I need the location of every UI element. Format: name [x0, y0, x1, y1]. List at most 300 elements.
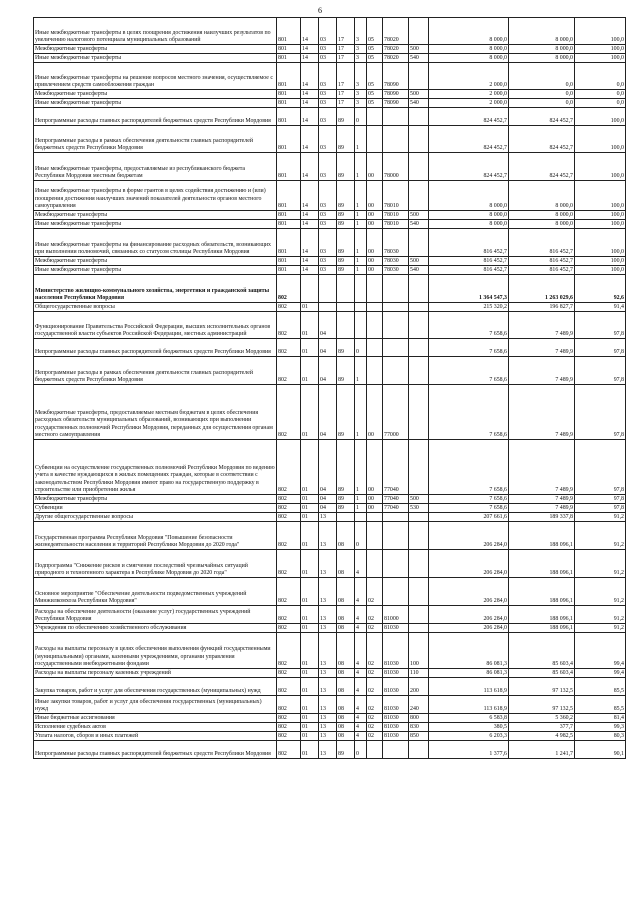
subsection-code-cell: 03: [319, 153, 337, 181]
subsection-code-cell: 13: [319, 633, 337, 669]
direction-code-cell: [383, 312, 409, 339]
expense-type-cell: 500: [409, 257, 429, 266]
ved-code-cell: 802: [277, 303, 301, 312]
planned-amount-cell: 2 000,0: [429, 63, 509, 90]
planned-amount-cell: 7 658,6: [429, 385, 509, 440]
activity-code-cell: [367, 312, 383, 339]
actual-amount-cell: 189 337,8: [509, 513, 575, 522]
direction-code-cell: 81000: [383, 606, 409, 624]
percent-cell: 100,0: [575, 153, 626, 181]
program-code-cell: 89: [337, 339, 355, 357]
table-row: [34, 678, 626, 696]
ved-code-cell: 802: [277, 678, 301, 696]
activity-code-cell: 02: [367, 732, 383, 741]
table-row: [34, 181, 626, 211]
expense-type-cell: 540: [409, 99, 429, 108]
planned-amount-cell: 206 284,0: [429, 606, 509, 624]
program-code-cell: 89: [337, 440, 355, 495]
row-name-cell: Иные межбюджетные трансферты на решение вопросов местного значения, осуществляемое с привлечением средств самообложения граждан: [34, 63, 277, 90]
program-code-cell: 89: [337, 385, 355, 440]
subprogram-code-cell: 4: [355, 550, 367, 578]
percent-cell: 100,0: [575, 54, 626, 63]
subprogram-code-cell: 4: [355, 633, 367, 669]
row-name-cell: Основное мероприятие "Обеспечение деятельности подведомственных учреждений Минжилкомхоза Республики Мордовия": [34, 578, 277, 606]
subsection-code-cell: 03: [319, 63, 337, 90]
section-code-cell: 14: [301, 153, 319, 181]
actual-amount-cell: 7 489,9: [509, 312, 575, 339]
section-code-cell: 01: [301, 312, 319, 339]
section-code-cell: 01: [301, 696, 319, 714]
activity-code-cell: 00: [367, 229, 383, 257]
ved-code-cell: 801: [277, 153, 301, 181]
percent-cell: 80,3: [575, 732, 626, 741]
subsection-code-cell: 13: [319, 696, 337, 714]
table-row: [34, 18, 626, 45]
ved-code-cell: 801: [277, 211, 301, 220]
section-code-cell: 14: [301, 63, 319, 90]
expense-type-cell: [409, 126, 429, 153]
percent-cell: 91,2: [575, 522, 626, 550]
program-code-cell: 89: [337, 126, 355, 153]
ved-code-cell: 801: [277, 45, 301, 54]
subprogram-code-cell: 3: [355, 54, 367, 63]
program-code-cell: 17: [337, 18, 355, 45]
subsection-code-cell: 03: [319, 45, 337, 54]
section-code-cell: 14: [301, 211, 319, 220]
ved-code-cell: 802: [277, 504, 301, 513]
direction-code-cell: 78090: [383, 63, 409, 90]
table-row: [34, 339, 626, 357]
ved-code-cell: 801: [277, 229, 301, 257]
planned-amount-cell: 7 658,6: [429, 312, 509, 339]
planned-amount-cell: 2 000,0: [429, 90, 509, 99]
section-code-cell: 01: [301, 578, 319, 606]
section-code-cell: 01: [301, 339, 319, 357]
actual-amount-cell: 188 096,1: [509, 550, 575, 578]
direction-code-cell: [383, 126, 409, 153]
section-code-cell: 14: [301, 108, 319, 126]
activity-code-cell: 00: [367, 181, 383, 211]
planned-amount-cell: 824 452,7: [429, 153, 509, 181]
subsection-code-cell: 13: [319, 522, 337, 550]
program-code-cell: 17: [337, 45, 355, 54]
direction-code-cell: 77040: [383, 440, 409, 495]
subsection-code-cell: 04: [319, 495, 337, 504]
actual-amount-cell: 824 452,7: [509, 126, 575, 153]
actual-amount-cell: 8 000,0: [509, 211, 575, 220]
subsection-code-cell: 13: [319, 513, 337, 522]
planned-amount-cell: 8 000,0: [429, 54, 509, 63]
direction-code-cell: 77040: [383, 495, 409, 504]
expense-type-cell: 540: [409, 266, 429, 275]
section-code-cell: 01: [301, 522, 319, 550]
row-name-cell: Иные межбюджетные трансферты на финансирование расходных обязательств, возникающих при выполнении полномочий, связанных со статусом столицы Республики Мордовия: [34, 229, 277, 257]
activity-code-cell: 00: [367, 385, 383, 440]
activity-code-cell: 02: [367, 669, 383, 678]
expense-type-cell: [409, 181, 429, 211]
planned-amount-cell: 8 000,0: [429, 220, 509, 229]
actual-amount-cell: 85 603,4: [509, 633, 575, 669]
direction-code-cell: [383, 741, 409, 759]
subprogram-code-cell: 1: [355, 385, 367, 440]
row-name-cell: Иные межбюджетные трансферты, предоставляемые из республиканского бюджета Республики Мордовия местным бюджетам: [34, 153, 277, 181]
section-code-cell: 14: [301, 181, 319, 211]
program-code-cell: 08: [337, 678, 355, 696]
expense-type-cell: 100: [409, 633, 429, 669]
ved-code-cell: 802: [277, 513, 301, 522]
ved-code-cell: 802: [277, 357, 301, 385]
direction-code-cell: 81030: [383, 669, 409, 678]
direction-code-cell: [383, 522, 409, 550]
percent-cell: 97,8: [575, 504, 626, 513]
planned-amount-cell: 86 081,3: [429, 669, 509, 678]
planned-amount-cell: 7 658,6: [429, 357, 509, 385]
subsection-code-cell: 13: [319, 606, 337, 624]
row-name-cell: Межбюджетные трансферты: [34, 495, 277, 504]
program-code-cell: 89: [337, 495, 355, 504]
table-row: [34, 732, 626, 741]
activity-code-cell: 02: [367, 678, 383, 696]
expense-type-cell: [409, 385, 429, 440]
table-row: [34, 275, 626, 303]
subprogram-code-cell: 1: [355, 257, 367, 266]
row-name-cell: Министерство жилищно-коммунального хозяйства, энергетики и гражданской защиты населения Республики Мордовия: [34, 275, 277, 303]
row-name-cell: Иные межбюджетные трансферты в форме грантов в целях содействия достижению и (или) поощрения достижения наилучших значений показателей деятельности органов местного самоуправления: [34, 181, 277, 211]
planned-amount-cell: 816 452,7: [429, 257, 509, 266]
row-name-cell: Учреждения по обеспечению хозяйственного обслуживания: [34, 624, 277, 633]
percent-cell: 99,3: [575, 723, 626, 732]
activity-code-cell: 05: [367, 63, 383, 90]
planned-amount-cell: 207 661,6: [429, 513, 509, 522]
row-name-cell: Закупка товаров, работ и услуг для обеспечения государственных (муниципальных) нужд: [34, 678, 277, 696]
planned-amount-cell: 1 364 547,3: [429, 275, 509, 303]
direction-code-cell: [383, 550, 409, 578]
direction-code-cell: 78020: [383, 18, 409, 45]
table-row: [34, 606, 626, 624]
program-code-cell: 08: [337, 578, 355, 606]
activity-code-cell: 00: [367, 220, 383, 229]
activity-code-cell: 05: [367, 54, 383, 63]
direction-code-cell: 78010: [383, 211, 409, 220]
expense-type-cell: 530: [409, 504, 429, 513]
subprogram-code-cell: 3: [355, 18, 367, 45]
expense-type-cell: [409, 153, 429, 181]
percent-cell: 97,8: [575, 495, 626, 504]
program-code-cell: 08: [337, 633, 355, 669]
row-name-cell: Непрограммные расходы главных распорядителей бюджетных средств Республики Мордовия: [34, 741, 277, 759]
expense-type-cell: [409, 440, 429, 495]
actual-amount-cell: 816 452,7: [509, 229, 575, 257]
program-code-cell: 08: [337, 732, 355, 741]
table-row: [34, 257, 626, 266]
program-code-cell: 08: [337, 669, 355, 678]
direction-code-cell: 78030: [383, 229, 409, 257]
subsection-code-cell: 03: [319, 99, 337, 108]
expense-type-cell: [409, 18, 429, 45]
table-row: [34, 741, 626, 759]
subsection-code-cell: 13: [319, 723, 337, 732]
direction-code-cell: [383, 578, 409, 606]
subsection-code-cell: [319, 303, 337, 312]
activity-code-cell: [367, 522, 383, 550]
actual-amount-cell: 824 452,7: [509, 153, 575, 181]
activity-code-cell: 02: [367, 714, 383, 723]
activity-code-cell: 02: [367, 633, 383, 669]
section-code-cell: 01: [301, 741, 319, 759]
expense-type-cell: 240: [409, 696, 429, 714]
subsection-code-cell: 04: [319, 339, 337, 357]
activity-code-cell: 05: [367, 99, 383, 108]
program-code-cell: 89: [337, 741, 355, 759]
ved-code-cell: 802: [277, 633, 301, 669]
activity-code-cell: [367, 550, 383, 578]
subprogram-code-cell: 3: [355, 99, 367, 108]
actual-amount-cell: 196 827,7: [509, 303, 575, 312]
expense-type-cell: [409, 63, 429, 90]
actual-amount-cell: 1 263 029,6: [509, 275, 575, 303]
expense-type-cell: [409, 522, 429, 550]
actual-amount-cell: 7 489,9: [509, 339, 575, 357]
table-row: [34, 108, 626, 126]
planned-amount-cell: 7 658,6: [429, 339, 509, 357]
direction-code-cell: 78000: [383, 153, 409, 181]
subprogram-code-cell: 4: [355, 624, 367, 633]
ved-code-cell: 801: [277, 54, 301, 63]
actual-amount-cell: 377,7: [509, 723, 575, 732]
ved-code-cell: 802: [277, 714, 301, 723]
program-code-cell: 89: [337, 211, 355, 220]
planned-amount-cell: 8 000,0: [429, 18, 509, 45]
table-row: [34, 513, 626, 522]
subsection-code-cell: 13: [319, 550, 337, 578]
section-code-cell: 01: [301, 624, 319, 633]
subprogram-code-cell: 4: [355, 669, 367, 678]
direction-code-cell: [383, 275, 409, 303]
expense-type-cell: 500: [409, 90, 429, 99]
activity-code-cell: [367, 513, 383, 522]
subprogram-code-cell: 4: [355, 732, 367, 741]
table-row: [34, 385, 626, 440]
planned-amount-cell: 816 452,7: [429, 229, 509, 257]
section-code-cell: 14: [301, 54, 319, 63]
section-code-cell: 01: [301, 303, 319, 312]
subprogram-code-cell: 1: [355, 229, 367, 257]
activity-code-cell: 02: [367, 696, 383, 714]
table-row: [34, 495, 626, 504]
activity-code-cell: 00: [367, 504, 383, 513]
activity-code-cell: [367, 275, 383, 303]
program-code-cell: 17: [337, 90, 355, 99]
row-name-cell: Непрограммные расходы главных распорядителей бюджетных средств Республики Мордовия: [34, 108, 277, 126]
table-row: [34, 723, 626, 732]
actual-amount-cell: 8 000,0: [509, 181, 575, 211]
actual-amount-cell: 824 452,7: [509, 108, 575, 126]
subsection-code-cell: 13: [319, 714, 337, 723]
table-row: [34, 578, 626, 606]
expense-type-cell: [409, 357, 429, 385]
expense-type-cell: 500: [409, 495, 429, 504]
actual-amount-cell: 8 000,0: [509, 18, 575, 45]
subsection-code-cell: 04: [319, 504, 337, 513]
row-name-cell: Подпрограмма "Снижение рисков и смягчение последствий чрезвычайных ситуаций природного и техногенного характера в Республике Мордовия до 2020 года": [34, 550, 277, 578]
table-row: [34, 669, 626, 678]
row-name-cell: Межбюджетные трансферты: [34, 257, 277, 266]
direction-code-cell: 78030: [383, 257, 409, 266]
actual-amount-cell: 7 489,9: [509, 357, 575, 385]
expense-type-cell: 500: [409, 45, 429, 54]
subprogram-code-cell: 1: [355, 495, 367, 504]
expense-type-cell: [409, 513, 429, 522]
actual-amount-cell: 1 241,7: [509, 741, 575, 759]
percent-cell: 100,0: [575, 181, 626, 211]
direction-code-cell: 78090: [383, 90, 409, 99]
subprogram-code-cell: 3: [355, 63, 367, 90]
ved-code-cell: 802: [277, 440, 301, 495]
program-code-cell: 08: [337, 550, 355, 578]
actual-amount-cell: 188 096,1: [509, 606, 575, 624]
ved-code-cell: 802: [277, 624, 301, 633]
subsection-code-cell: 03: [319, 181, 337, 211]
subsection-code-cell: 13: [319, 732, 337, 741]
subprogram-code-cell: 3: [355, 90, 367, 99]
row-name-cell: Иные межбюджетные трансферты: [34, 220, 277, 229]
activity-code-cell: 05: [367, 90, 383, 99]
ved-code-cell: 802: [277, 696, 301, 714]
percent-cell: 97,8: [575, 339, 626, 357]
actual-amount-cell: 8 000,0: [509, 54, 575, 63]
subsection-code-cell: 13: [319, 678, 337, 696]
row-name-cell: Расходы на выплаты персоналу казенных учреждений: [34, 669, 277, 678]
row-name-cell: Иные бюджетные ассигнования: [34, 714, 277, 723]
program-code-cell: [337, 303, 355, 312]
subsection-code-cell: 03: [319, 18, 337, 45]
row-name-cell: Межбюджетные трансферты, предоставляемые местным бюджетам в целях обеспечения расходных обязательств муниципальных образований, возникающих при выполнении государственных полномочий Республики Мордовия, переданных для осуществления органам местного самоуправления: [34, 385, 277, 440]
table-row: [34, 440, 626, 495]
direction-code-cell: 77000: [383, 385, 409, 440]
table-row: [34, 266, 626, 275]
percent-cell: 91,2: [575, 550, 626, 578]
section-code-cell: 01: [301, 440, 319, 495]
row-name-cell: Иные межбюджетные трансферты: [34, 54, 277, 63]
subsection-code-cell: 13: [319, 741, 337, 759]
activity-code-cell: [367, 126, 383, 153]
percent-cell: 97,8: [575, 440, 626, 495]
activity-code-cell: 00: [367, 257, 383, 266]
subprogram-code-cell: 4: [355, 714, 367, 723]
direction-code-cell: 81030: [383, 678, 409, 696]
program-code-cell: 89: [337, 266, 355, 275]
activity-code-cell: 02: [367, 624, 383, 633]
row-name-cell: Другие общегосударственные вопросы: [34, 513, 277, 522]
percent-cell: 91,2: [575, 606, 626, 624]
ved-code-cell: 802: [277, 275, 301, 303]
row-name-cell: Общегосударственные вопросы: [34, 303, 277, 312]
program-code-cell: 17: [337, 54, 355, 63]
percent-cell: 100,0: [575, 45, 626, 54]
row-name-cell: Иные закупки товаров, работ и услуг для обеспечения государственных (муниципальных) нужд: [34, 696, 277, 714]
expense-type-cell: 200: [409, 678, 429, 696]
table-row: [34, 312, 626, 339]
planned-amount-cell: 206 284,0: [429, 550, 509, 578]
subprogram-code-cell: [355, 513, 367, 522]
direction-code-cell: [383, 357, 409, 385]
percent-cell: 81,4: [575, 714, 626, 723]
planned-amount-cell: 206 284,0: [429, 522, 509, 550]
table-row: [34, 550, 626, 578]
ved-code-cell: 801: [277, 126, 301, 153]
section-code-cell: 01: [301, 678, 319, 696]
ved-code-cell: 802: [277, 550, 301, 578]
table-row: [34, 522, 626, 550]
program-code-cell: 89: [337, 357, 355, 385]
subsection-code-cell: 04: [319, 357, 337, 385]
activity-code-cell: 02: [367, 606, 383, 624]
activity-code-cell: 00: [367, 266, 383, 275]
expense-type-cell: [409, 275, 429, 303]
actual-amount-cell: 97 132,5: [509, 678, 575, 696]
activity-code-cell: [367, 357, 383, 385]
subprogram-code-cell: 0: [355, 522, 367, 550]
subsection-code-cell: 03: [319, 266, 337, 275]
ved-code-cell: 801: [277, 90, 301, 99]
ved-code-cell: 802: [277, 578, 301, 606]
table-row: [34, 229, 626, 257]
actual-amount-cell: 8 000,0: [509, 220, 575, 229]
table-row: [34, 303, 626, 312]
activity-code-cell: [367, 339, 383, 357]
section-code-cell: 01: [301, 606, 319, 624]
section-code-cell: 01: [301, 723, 319, 732]
row-name-cell: Субвенции на осуществление государственных полномочий Республики Мордовия по ведению учета в качестве нуждающихся в жилых помещениях граждан, которые в соответствии с законодательством Республики Мордовия имеют право на государственную поддержку в строительстве или приобретении жилья: [34, 440, 277, 495]
program-code-cell: 17: [337, 63, 355, 90]
actual-amount-cell: 816 452,7: [509, 266, 575, 275]
subprogram-code-cell: 0: [355, 741, 367, 759]
subprogram-code-cell: 1: [355, 181, 367, 211]
activity-code-cell: [367, 741, 383, 759]
ved-code-cell: 802: [277, 522, 301, 550]
section-code-cell: 01: [301, 714, 319, 723]
percent-cell: 85,5: [575, 678, 626, 696]
planned-amount-cell: 8 000,0: [429, 211, 509, 220]
subprogram-code-cell: [355, 303, 367, 312]
percent-cell: 97,8: [575, 385, 626, 440]
ved-code-cell: 801: [277, 63, 301, 90]
planned-amount-cell: 824 452,7: [429, 126, 509, 153]
row-name-cell: Непрограммные расходы в рамках обеспечения деятельности главных распорядителей бюджетных средств Республики Мордовия: [34, 357, 277, 385]
subsection-code-cell: 13: [319, 669, 337, 678]
percent-cell: 92,6: [575, 275, 626, 303]
direction-code-cell: 78020: [383, 45, 409, 54]
direction-code-cell: 81030: [383, 624, 409, 633]
expense-type-cell: 500: [409, 211, 429, 220]
expense-type-cell: [409, 624, 429, 633]
expense-type-cell: [409, 229, 429, 257]
percent-cell: 100,0: [575, 18, 626, 45]
table-row: [34, 714, 626, 723]
planned-amount-cell: 8 000,0: [429, 45, 509, 54]
program-code-cell: 08: [337, 723, 355, 732]
direction-code-cell: [383, 108, 409, 126]
direction-code-cell: 81030: [383, 732, 409, 741]
expense-type-cell: 800: [409, 714, 429, 723]
section-code-cell: 14: [301, 90, 319, 99]
table-row: [34, 696, 626, 714]
program-code-cell: 89: [337, 504, 355, 513]
section-code-cell: 14: [301, 126, 319, 153]
percent-cell: 100,0: [575, 266, 626, 275]
percent-cell: 99,4: [575, 669, 626, 678]
actual-amount-cell: 188 096,1: [509, 578, 575, 606]
